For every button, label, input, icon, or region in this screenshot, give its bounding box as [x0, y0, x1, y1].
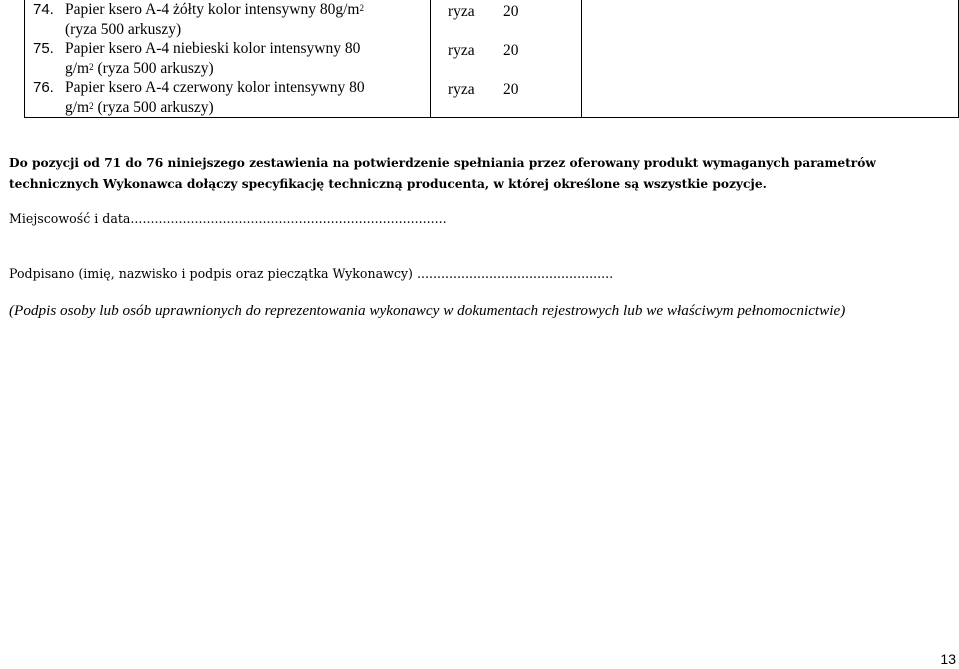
- table-row: [25, 0, 959, 118]
- superscript: 2: [359, 3, 364, 13]
- item-76-name: Papier ksero A-4 czerwony kolor intensywny 80: [65, 79, 365, 96]
- item-number: 76.: [33, 79, 54, 96]
- item-75-packaging: (ryza 500 arkuszy): [93, 59, 214, 77]
- notice-paragraph: Do pozycji od 71 do 76 niniejszego zestawienia na potwierdzenie spełniania przez oferowany produkt wymaganych parametrów technicznych Wykonawca dołączy specyfikację techniczną producenta, w której określone są wszystkie pozycje.: [9, 156, 876, 191]
- place-date-line: Miejscowość i data...............................................................................: [9, 211, 447, 226]
- item-74-name: Papier ksero A-4 żółty kolor intensywny 80g/m: [65, 1, 360, 18]
- item-76-packaging: (ryza 500 arkuszy): [93, 98, 214, 116]
- item-74-packaging: (ryza 500 arkuszy): [65, 20, 182, 38]
- item-75-line-2: [25, 59, 430, 79]
- items-table-wrapper: [24, 0, 959, 116]
- item-75-name: Papier ksero A-4 niebieski kolor intensywny 80: [65, 40, 361, 57]
- item-74-line-2: [25, 20, 430, 40]
- item-75-unit-row: [431, 39, 581, 78]
- description-cell: [25, 0, 431, 118]
- signature-note: (Podpis osoby lub osób uprawnionych do reprezentowania wykonawcy w dokumentach rejestrowych lub we właściwym pełnomocnictwie): [9, 302, 846, 319]
- item-76-unit-row: [431, 78, 581, 117]
- empty-cell: [582, 0, 959, 118]
- superscript: 2: [89, 100, 94, 111]
- unit-quantity-cell: [431, 0, 582, 118]
- superscript: 2: [89, 61, 94, 72]
- item-74-line-1: [25, 0, 430, 20]
- quantity: 20: [503, 42, 519, 59]
- item-74-unit-row: [431, 0, 581, 39]
- unit-prefix: g/m: [65, 98, 90, 116]
- item-number: 75.: [33, 40, 54, 57]
- items-table: [24, 0, 959, 118]
- quantity: 20: [503, 81, 519, 98]
- item-number: 74.: [33, 1, 54, 18]
- item-76-line-1: [25, 78, 430, 98]
- unit: ryza: [448, 81, 475, 98]
- unit: ryza: [448, 3, 475, 20]
- signature-line: Podpisano (imię, nazwisko i podpis oraz pieczątka Wykonawcy) .................................................: [9, 266, 614, 281]
- item-75-line-1: [25, 39, 430, 59]
- item-76-line-2: [25, 98, 430, 118]
- unit: ryza: [448, 42, 475, 59]
- unit-prefix: g/m: [65, 59, 90, 77]
- quantity: 20: [503, 3, 519, 20]
- page-number: 13: [940, 651, 956, 667]
